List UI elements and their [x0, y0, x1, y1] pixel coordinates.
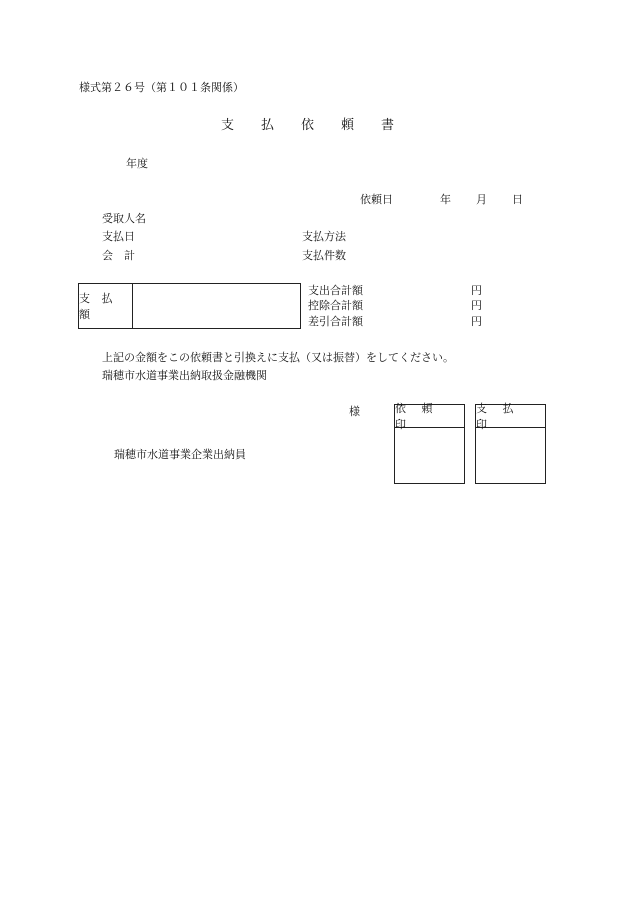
cashier-label: 瑞穂市水道事業企業出納員 — [114, 448, 246, 461]
payment-method-label: 支払方法 — [302, 230, 346, 243]
net-total-unit: 円 — [471, 315, 482, 328]
title-char-1: 支 — [221, 118, 235, 133]
payment-seal-box — [475, 404, 546, 484]
request-date-day: 日 — [512, 193, 523, 206]
total-deduction-label: 控除合計額 — [308, 299, 363, 312]
request-text-line-2: 瑞穂市水道事業出納取扱金融機関 — [102, 369, 267, 382]
request-seal-box — [394, 404, 465, 484]
request-date-month: 月 — [476, 193, 487, 206]
amount-box-divider — [132, 284, 133, 328]
title-char-4: 頼 — [341, 118, 355, 133]
title-char-3: 依 — [301, 118, 315, 133]
total-expenditure-label: 支出合計額 — [308, 284, 363, 297]
total-deduction-unit: 円 — [471, 299, 482, 312]
net-total-label: 差引合計額 — [308, 315, 363, 328]
payment-amount-label: 支 払 額 — [79, 292, 117, 321]
title-char-2: 払 — [261, 118, 275, 133]
payment-seal-label: 支 払 印 — [476, 405, 545, 428]
honorific: 様 — [349, 405, 360, 418]
request-date-year: 年 — [440, 193, 451, 206]
accounting-label: 会 計 — [102, 249, 135, 262]
request-text-line-1: 上記の金額をこの依頼書と引換えに支払（又は振替）をしてください。 — [102, 351, 454, 364]
total-expenditure-unit: 円 — [471, 284, 482, 297]
form-number: 様式第２６号（第１０１条関係） — [79, 81, 244, 94]
request-seal-label: 依 頼 印 — [395, 405, 464, 428]
payment-count-label: 支払件数 — [302, 249, 346, 262]
payment-date-label: 支払日 — [102, 230, 135, 243]
payment-amount-box — [78, 283, 301, 329]
fiscal-year-label: 年度 — [126, 157, 148, 170]
document-title — [221, 119, 421, 133]
title-char-5: 書 — [381, 118, 395, 133]
request-date-label: 依頼日 — [360, 193, 393, 206]
payee-name-label: 受取人名 — [102, 212, 146, 225]
